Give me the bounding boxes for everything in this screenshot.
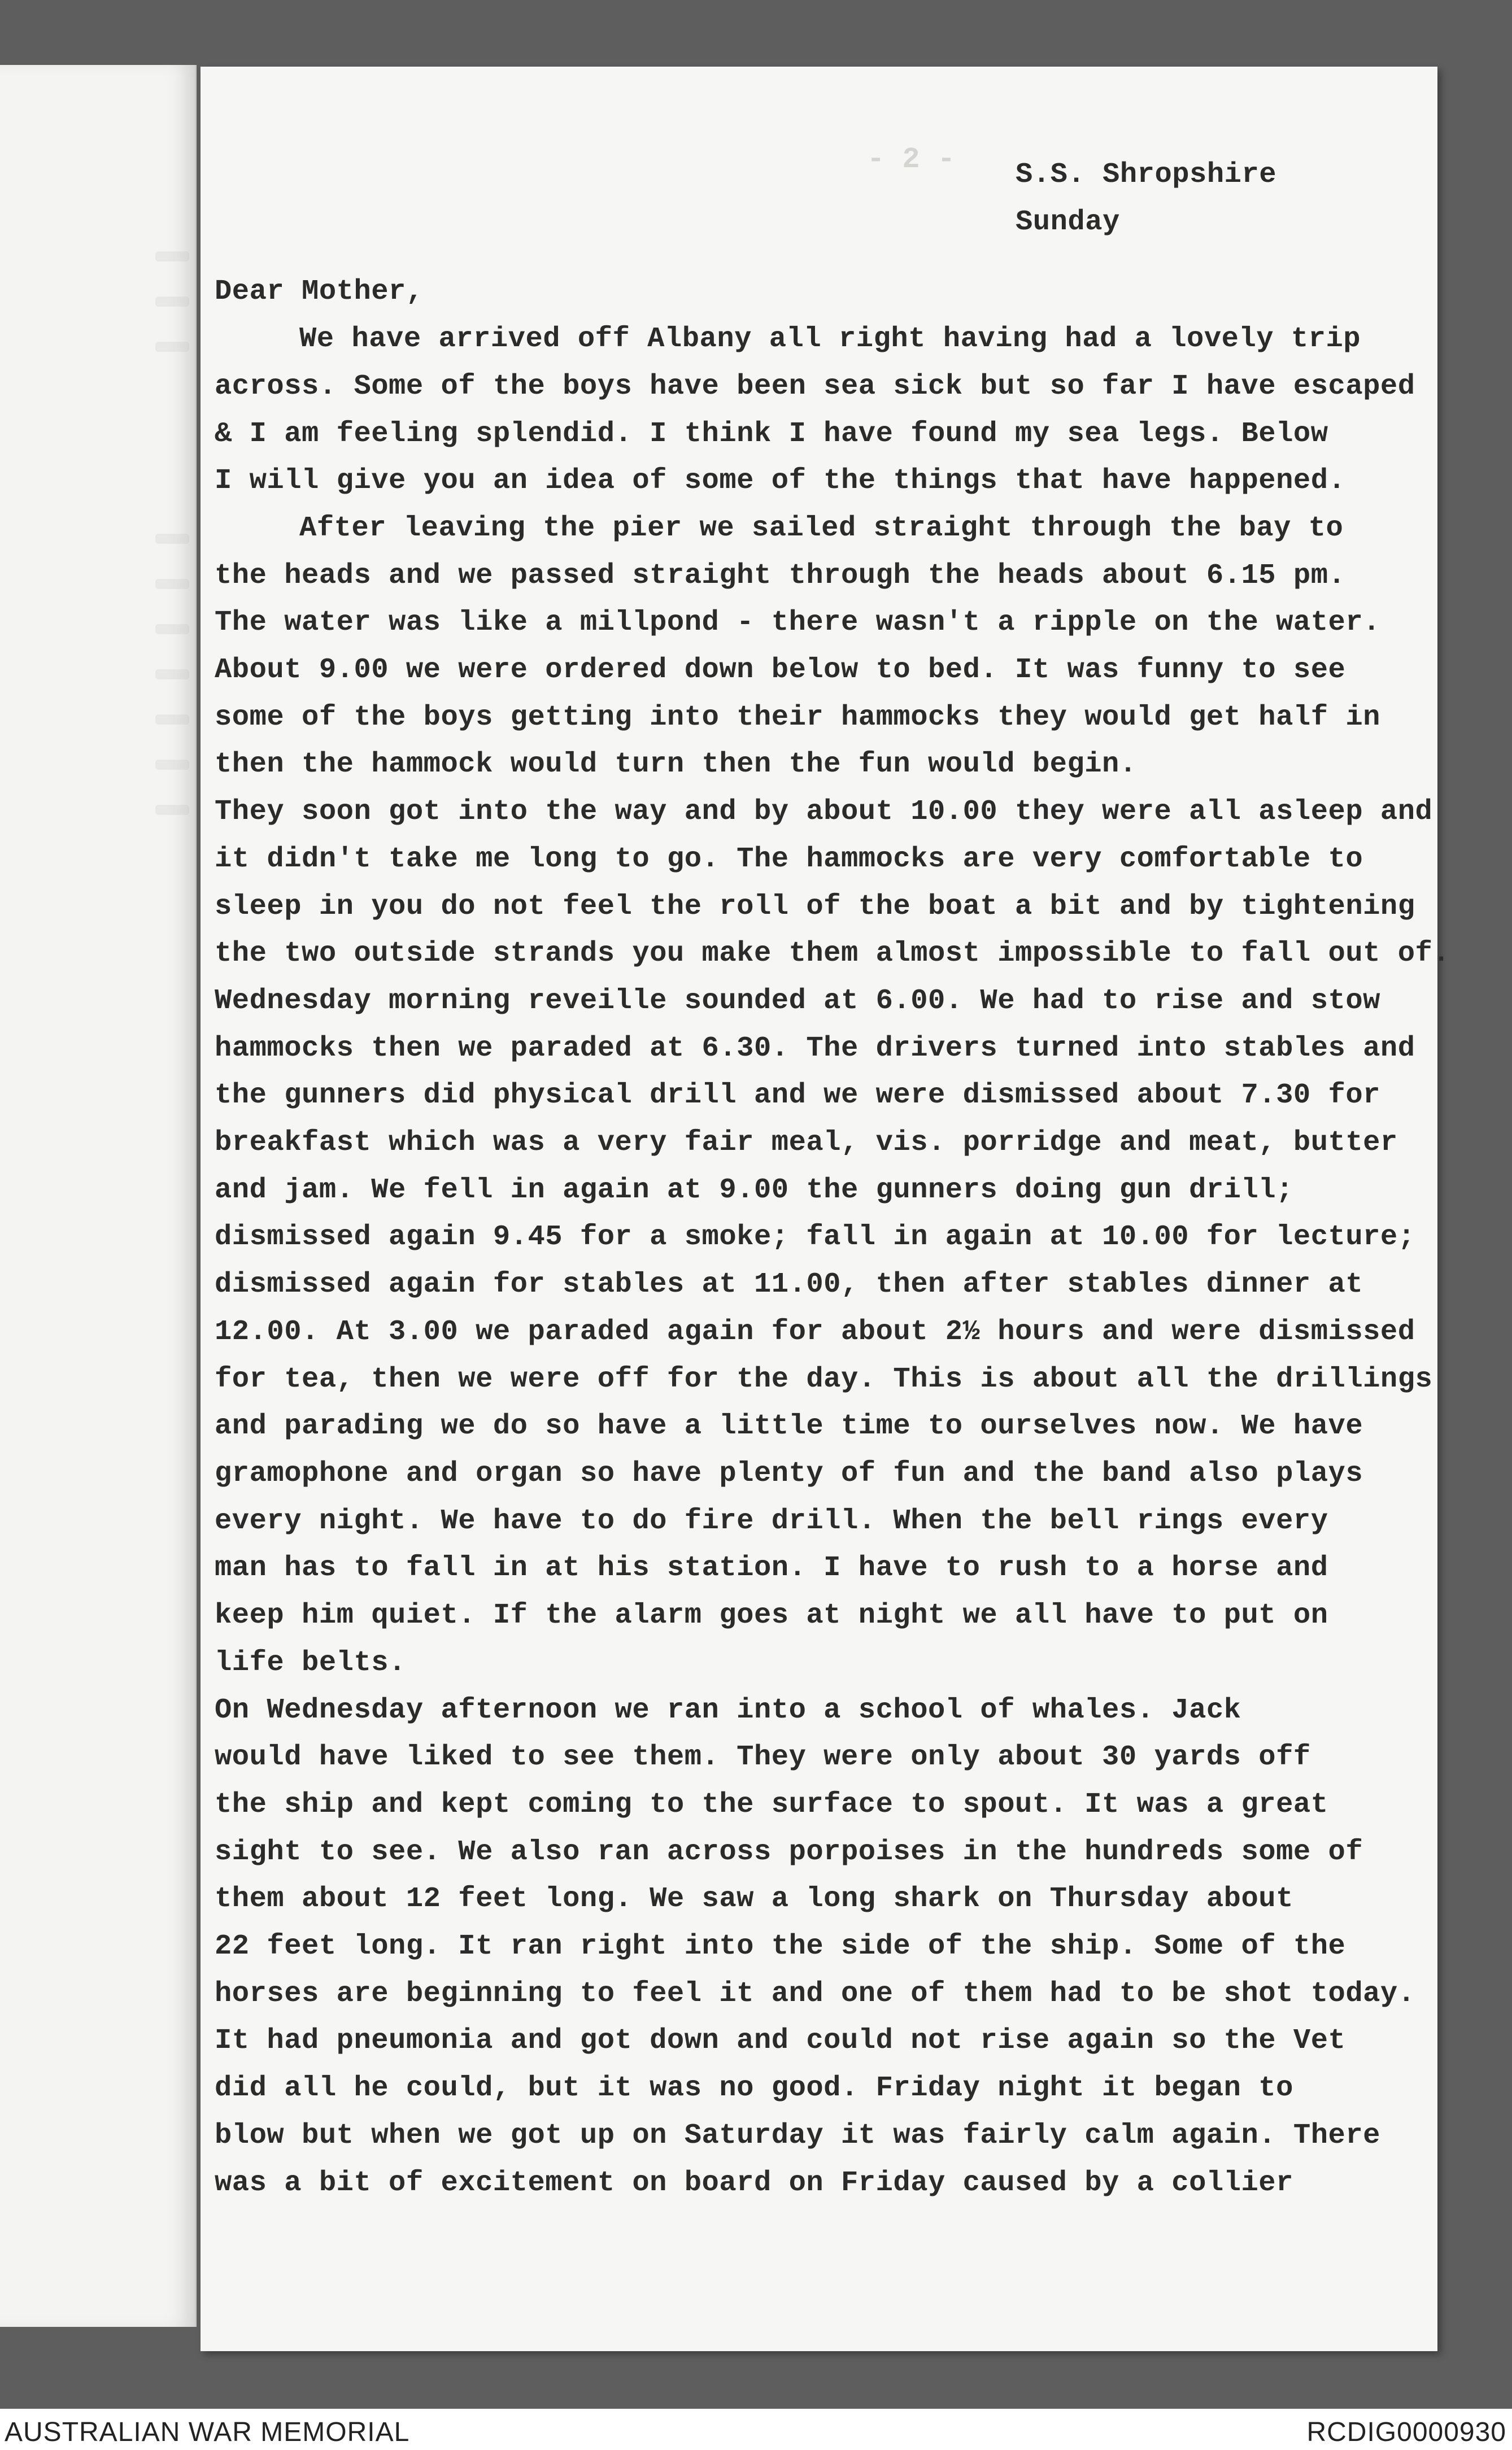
body-line: I will give you an idea of some of the things that have happened. xyxy=(215,465,1346,498)
body-line: hammocks then we paraded at 6.30. The drivers turned into stables and xyxy=(215,1032,1415,1065)
bleed-through-mark xyxy=(155,579,189,589)
body-line: It had pneumonia and got down and could not rise again so the Vet xyxy=(215,2025,1346,2057)
body-line: them about 12 feet long. We saw a long shark on Thursday about xyxy=(215,1883,1293,1916)
body-line: 22 feet long. It ran right into the side of the ship. Some of the xyxy=(215,1930,1346,1963)
body-line: the heads and we passed straight through the heads about 6.15 pm. xyxy=(215,559,1346,592)
body-line: then the hammock would turn then the fun would begin. xyxy=(215,748,1137,781)
body-line: dismissed again 9.45 for a smoke; fall in again at 10.00 for lecture; xyxy=(215,1221,1415,1254)
body-line: About 9.00 we were ordered down below to bed. It was funny to see xyxy=(215,654,1346,687)
left-page-edge xyxy=(0,65,197,2327)
body-line: horses are beginning to feel it and one of them had to be shot today. xyxy=(215,1977,1415,2010)
body-line: On Wednesday afternoon we ran into a school of whales. Jack xyxy=(215,1694,1241,1727)
body-line: 12.00. At 3.00 we paraded again for about 2½ hours and were dismissed xyxy=(215,1315,1415,1348)
letter-text xyxy=(215,151,1450,2207)
body-line: every night. We have to do fire drill. When the bell rings every xyxy=(215,1505,1328,1537)
body-line: Wednesday morning reveille sounded at 6.00. We had to rise and stow xyxy=(215,984,1380,1017)
body-line: and jam. We fell in again at 9.00 the gunners doing gun drill; xyxy=(215,1174,1293,1206)
body-line: across. Some of the boys have been sea sick but so far I have escaped xyxy=(215,370,1415,403)
bleed-through-mark xyxy=(155,251,189,261)
body-line: it didn't take me long to go. The hammocks are very comfortable to xyxy=(215,843,1363,875)
body-line: did all he could, but it was no good. Friday night it began to xyxy=(215,2072,1293,2105)
body-line: for tea, then we were off for the day. This is about all the drillings xyxy=(215,1363,1433,1396)
body-line: dismissed again for stables at 11.00, then after stables dinner at xyxy=(215,1268,1363,1301)
body-line: the two outside strands you make them almost impossible to fall out of. xyxy=(215,938,1450,970)
body-line: gramophone and organ so have plenty of fun and the band also plays xyxy=(215,1457,1363,1490)
footer-institution: AUSTRALIAN WAR MEMORIAL xyxy=(5,2417,410,2447)
body-line: sight to see. We also ran across porpoises in the hundreds some of xyxy=(215,1836,1363,1868)
body-line: life belts. xyxy=(215,1646,406,1679)
body-line: sleep in you do not feel the roll of the boat a bit and by tightening xyxy=(215,890,1415,923)
header-day: Sunday xyxy=(1016,206,1120,238)
bleed-through-mark xyxy=(155,534,189,544)
bleed-through-mark xyxy=(155,624,189,634)
bleed-through-mark xyxy=(155,669,189,679)
footer-record-id: RCDIG0000930 xyxy=(1306,2417,1506,2447)
bleed-through-mark xyxy=(155,760,189,770)
body-line: blow but when we got up on Saturday it was fairly calm again. There xyxy=(215,2119,1380,2152)
body-line: would have liked to see them. They were only about 30 yards off xyxy=(215,1741,1311,1774)
header-ship: S.S. Shropshire xyxy=(1016,159,1277,191)
page-number: - 2 - xyxy=(867,143,956,176)
bleed-through-mark xyxy=(155,342,189,352)
letter-page xyxy=(201,67,1450,2351)
body-line: After leaving the pier we sailed straight through the bay to xyxy=(299,512,1344,544)
body-line: keep him quiet. If the alarm goes at night we all have to put on xyxy=(215,1599,1328,1632)
bleed-through-mark xyxy=(155,297,189,307)
body-line: was a bit of excitement on board on Friday caused by a collier xyxy=(215,2166,1293,2199)
body-line: the ship and kept coming to the surface to spout. It was a great xyxy=(215,1788,1328,1821)
body-line: and parading we do so have a little time to ourselves now. We have xyxy=(215,1410,1363,1443)
footer-bar xyxy=(0,2409,1512,2450)
body-line: We have arrived off Albany all right having had a lovely trip xyxy=(299,323,1361,356)
bleed-through-mark xyxy=(155,714,189,725)
body-line: some of the boys getting into their hammocks they would get half in xyxy=(215,701,1380,734)
body-line: The water was like a millpond - there wasn't a ripple on the water. xyxy=(215,607,1380,639)
body-line: breakfast which was a very fair meal, vis. porridge and meat, butter xyxy=(215,1127,1398,1159)
body-line: & I am feeling splendid. I think I have found my sea legs. Below xyxy=(215,417,1328,450)
greeting: Dear Mother, xyxy=(215,276,424,308)
body-line: They soon got into the way and by about 10.00 they were all asleep and xyxy=(215,796,1433,829)
bleed-through-mark xyxy=(155,805,189,815)
body-line: man has to fall in at his station. I have to rush to a horse and xyxy=(215,1552,1328,1585)
body-line: the gunners did physical drill and we were dismissed about 7.30 for xyxy=(215,1079,1380,1112)
